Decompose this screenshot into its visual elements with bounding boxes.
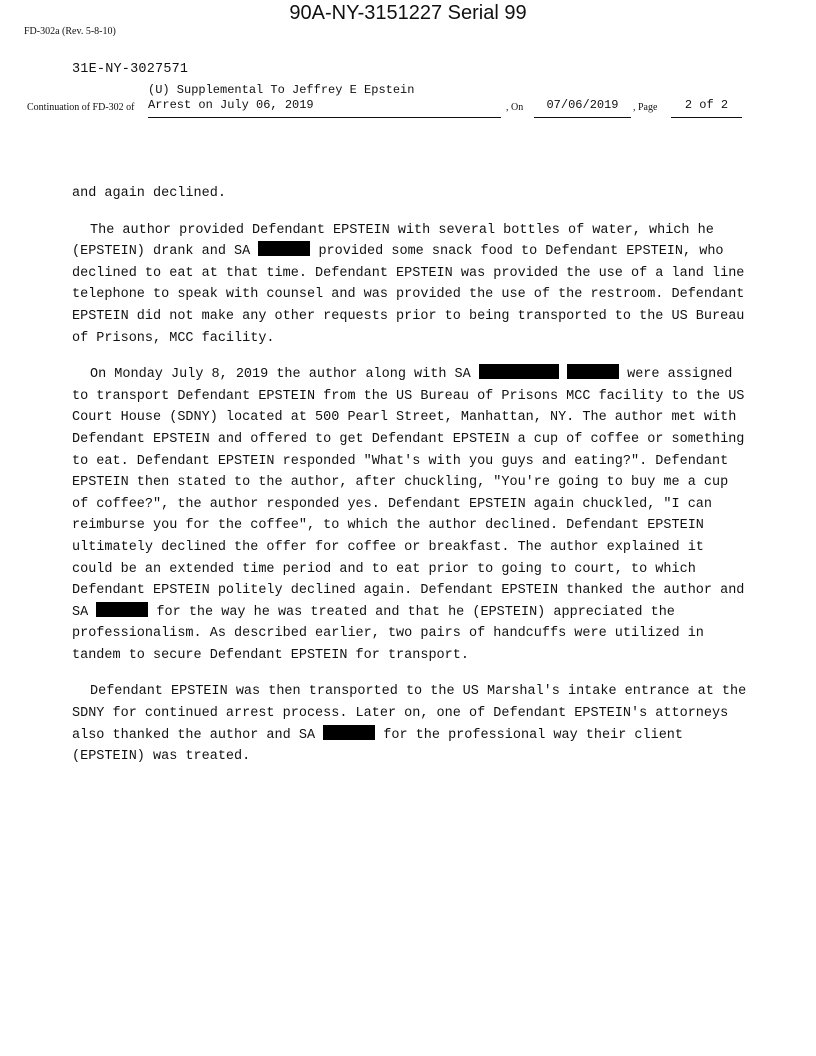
subject-line-1: (U) Supplemental To Jeffrey E Epstein <box>148 83 415 97</box>
paragraph <box>72 364 752 666</box>
redaction-box <box>479 364 559 379</box>
redaction-box <box>258 241 310 256</box>
paragraph-text: On Monday July 8, 2019 the author along with SA <box>90 367 471 383</box>
page-label: , Page <box>633 102 658 113</box>
form-number: FD-302a (Rev. 5-8-10) <box>24 26 116 37</box>
document-body <box>72 183 752 783</box>
paragraph <box>72 681 752 767</box>
redaction-box <box>96 602 148 617</box>
date-field: 07/06/2019 <box>534 98 631 118</box>
paragraph <box>72 220 752 350</box>
paragraph-text: The author provided Defendant EPSTEIN with several bottles of water, which he (EPSTEIN) drank and SA <box>72 222 714 260</box>
paragraph <box>72 183 752 205</box>
paragraph-text: were assigned to transport Defendant EPSTEIN from the US Bureau of Prisons MCC facility to the US Court House (SDNY) located at 500 Pearl Street, Manhattan, NY. The author met with Defendant EPSTEIN and offered to get Defendant EPSTEIN a cup of coffee or something to eat. Defendant EPSTEIN responded "What's with you guys and eating?". Defendant EPSTEIN then stated to the author, after chuckling, "You're going to buy me a cup of coffee?", the author responded yes. Defendant EPSTEIN again chuckled, "I can reimburse you for the coffee", to which the author declined. Defendant EPSTEIN ultimately declined the offer for coffee or breakfast. The author explained it could be an extended time period and to eat prior to going to court, to which Defendant EPSTEIN politely declined again. Defendant EPSTEIN thanked the author and SA <box>72 367 745 620</box>
paragraph-text: for the way he was treated and that he (EPSTEIN) appreciated the professionalism. As described earlier, two pairs of handcuffs were utilized in tandem to secure Defendant EPSTEIN for transport. <box>72 604 704 663</box>
on-label: , On <box>506 102 524 113</box>
redaction-box <box>323 725 375 740</box>
paragraph-text: Defendant EPSTEIN was then transported to the US Marshal's intake entrance at the SDNY for continued arrest process. Later on, one of Defendant EPSTEIN's attorneys also thanked the author and SA <box>72 684 747 743</box>
file-number: 31E-NY-3027571 <box>72 62 189 77</box>
page-number: 2 of 2 <box>671 98 742 118</box>
subject-line-2: Arrest on July 06, 2019 <box>148 98 501 118</box>
paragraph-text: for the professional way their client (EPSTEIN) was treated. <box>72 727 684 765</box>
paragraph-text: and again declined. <box>72 186 226 201</box>
continuation-label: Continuation of FD-302 of <box>27 102 135 113</box>
paragraph-text: provided some snack food to Defendant EPSTEIN, who declined to eat at that time. Defendant EPSTEIN was provided the use of a land line telephone to speak with counsel and was provided the use of the restroom. Defendant EPSTEIN did not make any other requests prior to being transported to the US Bureau of Prisons, MCC facility. <box>72 244 745 346</box>
redaction-box <box>567 364 619 379</box>
serial-number: 90A-NY-3151227 Serial 99 <box>289 2 527 24</box>
